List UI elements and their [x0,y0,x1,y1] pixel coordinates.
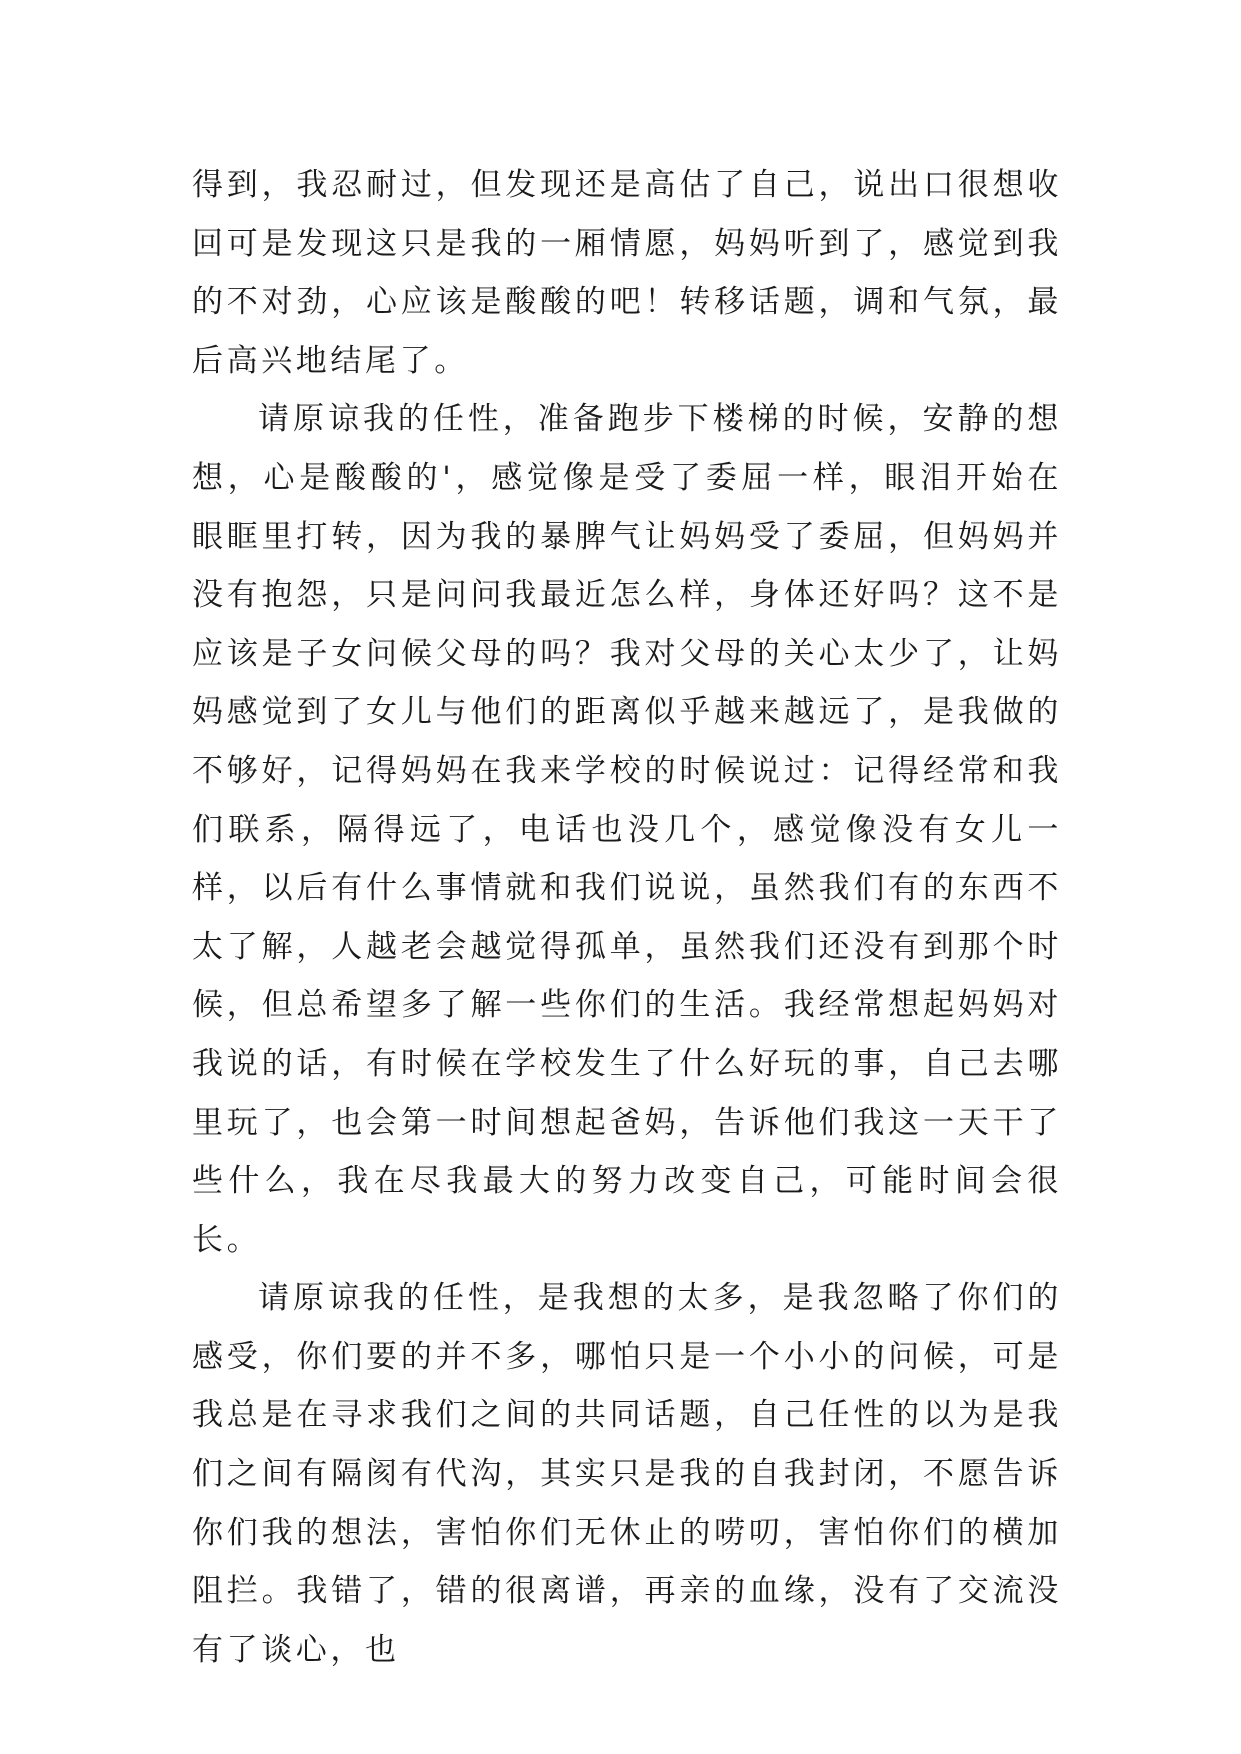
document-body [192,156,1062,1679]
paragraph-2: 请原谅我的任性，准备跑步下楼梯的时候，安静的想想，心是酸酸的'，感觉像是受了委屈一样，眼泪开始在眼眶里打转，因为我的暴脾气让妈妈受了委屈，但妈妈并没有抱怨，只是问问我最近怎么样，身体还好吗？这不是应该是子女问候父母的吗？我对父母的关心太少了，让妈妈感觉到了女儿与他们的距离似乎越来越远了，是我做的不够好，记得妈妈在我来学校的时候说过：记得经常和我们联系，隔得远了，电话也没几个，感觉像没有女儿一样，以后有什么事情就和我们说说，虽然我们有的东西不太了解，人越老会越觉得孤单，虽然我们还没有到那个时候，但总希望多了解一些你们的生活。我经常想起妈妈对我说的话，有时候在学校发生了什么好玩的事，自己去哪里玩了，也会第一时间想起爸妈，告诉他们我这一天干了些什么，我在尽我最大的努力改变自己，可能时间会很长。 [192,401,1062,1258]
paragraph-3: 请原谅我的任性，是我想的太多，是我忽略了你们的感受，你们要的并不多，哪怕只是一个小小的问候，可是我总是在寻求我们之间的共同话题，自己任性的以为是我们之间有隔阂有代沟，其实只是我的自我封闭，不愿告诉你们我的想法，害怕你们无休止的唠叨，害怕你们的横加阻拦。我错了，错的很离谱，再亲的血缘，没有了交流没有了谈心，也 [192,1280,1062,1668]
paragraph-1: 得到，我忍耐过，但发现还是高估了自己，说出口很想收回可是发现这只是我的一厢情愿，妈妈听到了，感觉到我的不对劲，心应该是酸酸的吧！转移话题，调和气氛，最后高兴地结尾了。 [192,167,1062,379]
